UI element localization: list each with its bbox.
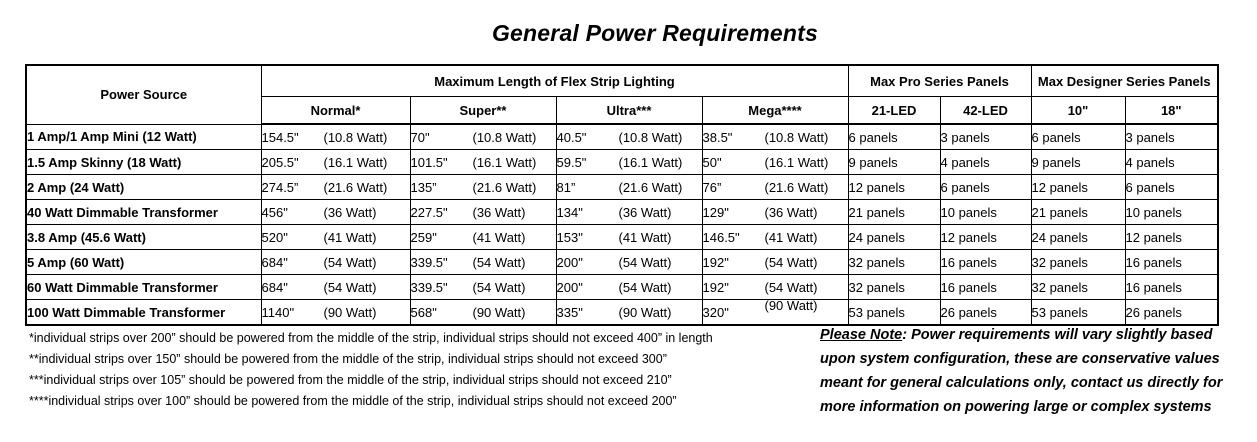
length-value: 154.5" <box>261 129 299 145</box>
length-value: 335" <box>556 304 583 320</box>
panel-count-10-inch: 32 panels <box>1031 250 1125 275</box>
wattage-value: (36 Watt) <box>618 204 672 220</box>
wattage-value: (36 Watt) <box>764 204 818 220</box>
power-source-name: 100 Watt Dimmable Transformer <box>26 300 261 326</box>
wattage-value: (16.1 Watt) <box>472 154 537 170</box>
wattage-value: (41 Watt) <box>323 229 377 245</box>
length-value: 38.5" <box>702 129 733 145</box>
wattage-value: (21.6 Watt) <box>472 179 537 195</box>
length-cell <box>556 200 702 225</box>
footnote: **individual strips over 150” should be powered from the middle of the strip, individual strips should not exceed 300” <box>29 352 667 366</box>
length-value: 192" <box>702 279 729 295</box>
wattage-value: (41 Watt) <box>618 229 672 245</box>
panel-count-42-led: 26 panels <box>940 300 1031 326</box>
length-value: 339.5" <box>410 279 448 295</box>
length-cell <box>556 124 702 150</box>
header-max-length: Maximum Length of Flex Strip Lighting <box>261 65 848 97</box>
length-cell <box>410 275 556 300</box>
length-cell <box>702 175 848 200</box>
length-cell <box>702 200 848 225</box>
length-cell <box>410 300 556 326</box>
length-cell <box>261 124 410 150</box>
header-normal: Normal* <box>261 97 410 125</box>
length-value: 520" <box>261 229 288 245</box>
power-source-name: 5 Amp (60 Watt) <box>26 250 261 275</box>
please-note-label: Please Note <box>820 327 903 343</box>
length-cell <box>410 175 556 200</box>
panel-count-18-inch: 10 panels <box>1125 200 1218 225</box>
wattage-value: (54 Watt) <box>764 279 818 295</box>
header-max-pro: Max Pro Series Panels <box>848 65 1031 97</box>
length-cell <box>261 225 410 250</box>
panel-count-10-inch: 6 panels <box>1031 124 1125 150</box>
panel-count-21-led: 9 panels <box>848 150 940 175</box>
panel-count-18-inch: 3 panels <box>1125 124 1218 150</box>
wattage-value: (54 Watt) <box>472 279 526 295</box>
header-power-source: Power Source <box>26 65 261 124</box>
header-42-led: 42-LED <box>940 97 1031 125</box>
wattage-value: (54 Watt) <box>618 279 672 295</box>
length-value: 227.5" <box>410 204 448 220</box>
panel-count-10-inch: 12 panels <box>1031 175 1125 200</box>
power-source-name: 1.5 Amp Skinny (18 Watt) <box>26 150 261 175</box>
table-row <box>26 275 1218 300</box>
table-row <box>26 300 1218 326</box>
length-cell <box>261 175 410 200</box>
panel-count-21-led: 12 panels <box>848 175 940 200</box>
panel-count-21-led: 32 panels <box>848 275 940 300</box>
length-value: 568" <box>410 304 437 320</box>
panel-count-42-led: 6 panels <box>940 175 1031 200</box>
panel-count-42-led: 12 panels <box>940 225 1031 250</box>
length-cell <box>556 150 702 175</box>
wattage-value: (54 Watt) <box>323 279 377 295</box>
panel-count-21-led: 24 panels <box>848 225 940 250</box>
length-value: 192" <box>702 254 729 270</box>
length-cell <box>702 275 848 300</box>
length-value: 135” <box>410 179 437 195</box>
wattage-value: (41 Watt) <box>472 229 526 245</box>
length-value: 684" <box>261 279 288 295</box>
header-21-led: 21-LED <box>848 97 940 125</box>
length-cell <box>261 300 410 326</box>
panel-count-42-led: 16 panels <box>940 275 1031 300</box>
footnote: ***individual strips over 105” should be powered from the middle of the strip, individual strips should not exceed 210” <box>29 373 672 387</box>
wattage-value: (90 Watt) <box>472 304 526 320</box>
header-max-designer: Max Designer Series Panels <box>1031 65 1218 97</box>
length-value: 59.5" <box>556 154 587 170</box>
table-row <box>26 150 1218 175</box>
please-note <box>820 323 1240 419</box>
panel-count-18-inch: 6 panels <box>1125 175 1218 200</box>
length-value: 129" <box>702 204 729 220</box>
length-value: 153" <box>556 229 583 245</box>
wattage-value: (90 Watt) <box>764 299 818 313</box>
length-value: 134" <box>556 204 583 220</box>
panel-count-42-led: 10 panels <box>940 200 1031 225</box>
wattage-value: (10.8 Watt) <box>323 129 388 145</box>
panel-count-18-inch: 12 panels <box>1125 225 1218 250</box>
panel-count-21-led: 32 panels <box>848 250 940 275</box>
header-mega: Mega**** <box>702 97 848 125</box>
wattage-value: (36 Watt) <box>472 204 526 220</box>
footnotes <box>29 328 713 412</box>
panel-count-18-inch: 26 panels <box>1125 300 1218 326</box>
length-cell <box>556 175 702 200</box>
panel-count-18-inch: 4 panels <box>1125 150 1218 175</box>
length-cell <box>702 124 848 150</box>
wattage-value: (16.1 Watt) <box>323 154 388 170</box>
length-value: 339.5" <box>410 254 448 270</box>
wattage-value: (54 Watt) <box>472 254 526 270</box>
wattage-value: (90 Watt) <box>618 304 672 320</box>
wattage-value: (54 Watt) <box>764 254 818 270</box>
length-value: 70" <box>410 129 430 145</box>
length-value: 146.5" <box>702 229 740 245</box>
table-body <box>26 124 1218 325</box>
length-cell <box>556 225 702 250</box>
length-value: 274.5” <box>261 179 299 195</box>
panel-count-42-led: 4 panels <box>940 150 1031 175</box>
length-value: 684" <box>261 254 288 270</box>
length-cell <box>556 275 702 300</box>
length-value: 205.5" <box>261 154 299 170</box>
panel-count-10-inch: 24 panels <box>1031 225 1125 250</box>
table-row <box>26 175 1218 200</box>
length-cell <box>410 225 556 250</box>
wattage-value: (10.8 Watt) <box>472 129 537 145</box>
length-value: 1140" <box>261 304 295 320</box>
footnote: *individual strips over 200” should be powered from the middle of the strip, individual strips should not exceed 400” in length <box>29 331 713 345</box>
wattage-value: (41 Watt) <box>764 229 818 245</box>
table-row <box>26 250 1218 275</box>
length-cell <box>702 300 848 326</box>
power-source-name: 3.8 Amp (45.6 Watt) <box>26 225 261 250</box>
panel-count-10-inch: 53 panels <box>1031 300 1125 326</box>
panel-count-42-led: 16 panels <box>940 250 1031 275</box>
table-row <box>26 225 1218 250</box>
table-row <box>26 124 1218 150</box>
length-cell <box>702 250 848 275</box>
panel-count-18-inch: 16 panels <box>1125 275 1218 300</box>
panel-count-10-inch: 21 panels <box>1031 200 1125 225</box>
panel-count-10-inch: 32 panels <box>1031 275 1125 300</box>
length-value: 456" <box>261 204 288 220</box>
length-value: 81” <box>556 179 576 195</box>
wattage-value: (54 Watt) <box>323 254 377 270</box>
wattage-value: (16.1 Watt) <box>618 154 683 170</box>
length-cell <box>261 250 410 275</box>
length-cell <box>261 275 410 300</box>
wattage-value: (10.8 Watt) <box>764 129 829 145</box>
panel-count-42-led: 3 panels <box>940 124 1031 150</box>
footnote: ****individual strips over 100” should be powered from the middle of the strip, individual strips should not exceed 200” <box>29 394 677 408</box>
wattage-value: (21.6 Watt) <box>764 179 829 195</box>
length-cell <box>556 250 702 275</box>
length-value: 200" <box>556 279 583 295</box>
panel-count-10-inch: 9 panels <box>1031 150 1125 175</box>
panel-count-21-led: 6 panels <box>848 124 940 150</box>
length-value: 76” <box>702 179 722 195</box>
table-row <box>26 200 1218 225</box>
page-title: General Power Requirements <box>491 20 819 46</box>
length-cell <box>410 124 556 150</box>
length-cell <box>702 150 848 175</box>
header-ultra: Ultra*** <box>556 97 702 125</box>
header-18-inch: 18" <box>1125 97 1218 125</box>
wattage-value: (36 Watt) <box>323 204 377 220</box>
length-cell <box>556 300 702 326</box>
wattage-value: (21.6 Watt) <box>323 179 388 195</box>
power-source-name: 60 Watt Dimmable Transformer <box>26 275 261 300</box>
length-cell <box>261 200 410 225</box>
header-super: Super** <box>410 97 556 125</box>
length-value: 200" <box>556 254 583 270</box>
length-cell <box>410 200 556 225</box>
panel-count-21-led: 53 panels <box>848 300 940 326</box>
power-source-name: 2 Amp (24 Watt) <box>26 175 261 200</box>
power-source-name: 1 Amp/1 Amp Mini (12 Watt) <box>26 124 261 150</box>
wattage-value: (21.6 Watt) <box>618 179 683 195</box>
length-cell <box>410 250 556 275</box>
wattage-value: (54 Watt) <box>618 254 672 270</box>
length-cell <box>261 150 410 175</box>
header-10-inch: 10" <box>1031 97 1125 125</box>
wattage-value: (16.1 Watt) <box>764 154 829 170</box>
length-value: 101.5" <box>410 154 448 170</box>
length-value: 259" <box>410 229 437 245</box>
panel-count-18-inch: 16 panels <box>1125 250 1218 275</box>
length-value: 320" <box>702 304 729 320</box>
please-note-text: : Power requirements will vary slightly based upon system configuration, these are conservative values meant for general calculations only, contact us directly for more information on powering large or complex systems <box>820 327 1223 415</box>
panel-count-21-led: 21 panels <box>848 200 940 225</box>
length-cell <box>410 150 556 175</box>
wattage-value: (10.8 Watt) <box>618 129 683 145</box>
length-value: 50" <box>702 154 722 170</box>
length-value: 40.5" <box>556 129 587 145</box>
power-source-name: 40 Watt Dimmable Transformer <box>26 200 261 225</box>
length-cell <box>702 225 848 250</box>
wattage-value: (90 Watt) <box>323 304 377 320</box>
power-requirements-table <box>25 64 1219 326</box>
